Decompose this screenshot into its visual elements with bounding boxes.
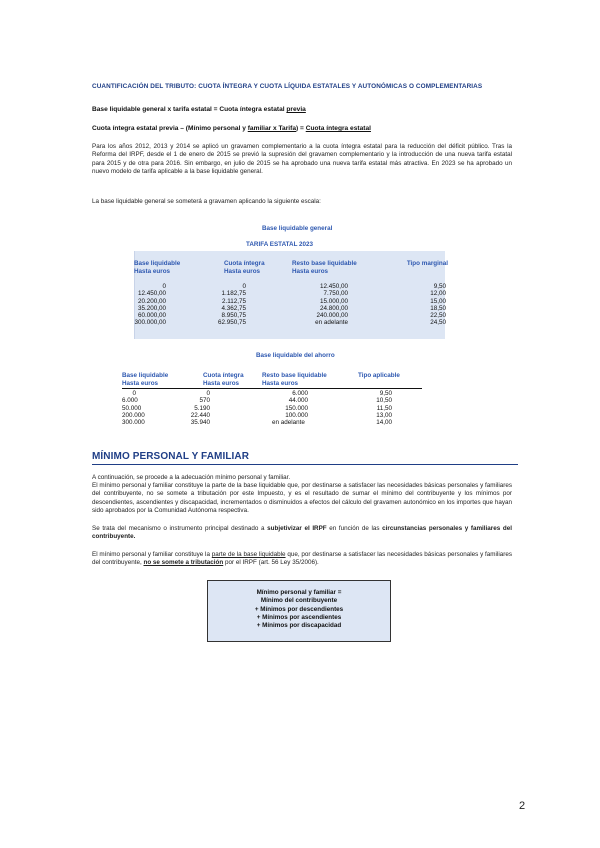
table-cell: 9,50 <box>379 390 392 397</box>
mpf-p4-text-c: que, por destinarse a satisfacer las necesidades básicas personales y familiares del contribuyente, <box>92 551 512 567</box>
minimo-summary-box <box>207 580 391 642</box>
table-cell: 60.000,00 <box>137 312 166 320</box>
mpf-p4-text-a: El mínimo personal y familiar constituye la <box>92 551 212 558</box>
table1-header-base: Base liquidable Hasta euros <box>134 260 181 275</box>
table-cell: 13,00 <box>376 411 392 419</box>
table-cell: 0 <box>162 283 166 290</box>
summary-line: + Mínimos por discapacidad <box>256 622 342 630</box>
mpf-p4-text-e: por el IRPF (art. 56 Ley 35/2006). <box>223 559 319 567</box>
table-cell: 570 <box>199 397 210 405</box>
table-cell: 1.182,75 <box>221 290 246 298</box>
summary-line: + Mínimos por descendientes <box>254 605 344 613</box>
section-title: CUANTIFICACIÓN DEL TRIBUTO: CUOTA ÍNTEGRA Y CUOTA LÍQUIDA ESTATALES Y AUTONÓMICAS O COMPLEMENTARIAS <box>92 83 483 90</box>
table-cell: 240.000,00 <box>316 312 348 320</box>
table2-header-rule <box>122 388 422 389</box>
formula-1 <box>92 106 306 113</box>
table-cell: 20.200,00 <box>137 297 166 305</box>
formula-2-text-c: ) = <box>296 125 306 132</box>
table-cell: 24,50 <box>430 319 446 327</box>
table2-caption: Base liquidable del ahorro <box>256 352 335 359</box>
table-cell: 5.190 <box>194 404 210 412</box>
formula-1-text: Base liquidable general x tarifa estatal = Cuota íntegra estatal <box>92 106 287 113</box>
paragraph-mpf-definition: El mínimo personal y familiar constituye la parte de la base liquidable que, por destinarse a satisfacer las necesidades básicas personales y familiares del contribuyente, no se somete a tributación por este Impuesto, y es el resultado de sumar el mínimo del contribuyente y los mínimos por descendientes, ascendientes y discapacidad, incrementados o disminuidos a efectos del cálculo del gravamen autonómico en los importes que hayan sido aprobados por la Comunidad Autónoma respectiva. <box>92 482 512 514</box>
table-cell: 200.000 <box>122 411 145 419</box>
section-heading-minimo: MÍNIMO PERSONAL Y FAMILIAR <box>92 451 250 462</box>
table-cell: 7.750,00 <box>323 290 348 298</box>
mpf-p3-text-a: Se trata del mecanismo o instrumento principal destinado a <box>92 525 268 532</box>
table-cell: 300.000 <box>122 419 145 427</box>
table-cell: 22,50 <box>430 312 446 320</box>
table-cell: 15.000,00 <box>319 297 348 305</box>
table-cell: 44.000 <box>288 397 308 405</box>
table2-header-resto: Resto base liquidable Hasta euros <box>262 372 327 387</box>
table-cell: 100.000 <box>285 411 308 419</box>
table2-header-tipo: Tipo aplicable <box>358 372 400 379</box>
table-cell: 11,50 <box>376 404 392 412</box>
paragraph-escala: La base liquidable general se someterá a gravamen aplicando la siguiente escala: <box>92 198 321 205</box>
formula-2-underlined-b: familiar x Tarifa <box>247 125 296 132</box>
table-cell: 6.000 <box>292 390 308 397</box>
table-cell: 12,00 <box>430 290 446 298</box>
table-cell: 300.000,00 <box>134 319 166 327</box>
formula-1-underlined: previa <box>286 106 306 113</box>
table-cell: 0 <box>132 390 136 397</box>
formula-2-text-a: Cuota íntegra estatal previa – (Mínimo personal y <box>92 125 248 132</box>
summary-line: + Mínimos por ascendientes <box>256 613 342 621</box>
mpf-p4-underlined-b: parte de la base liquidable <box>211 551 286 558</box>
summary-line: Mínimo personal y familiar = <box>256 589 342 596</box>
table-cell: 35.200,00 <box>137 304 166 312</box>
table-cell: 6.000 <box>122 397 138 405</box>
table-cell: 2.112,75 <box>221 297 246 305</box>
table2-header-cuota: Cuota íntegra Hasta euros <box>203 372 244 387</box>
table-cell: en adelante <box>315 319 348 327</box>
table-cell: 50.000 <box>122 404 142 412</box>
table-cell: 12.450,00 <box>319 283 348 290</box>
table1-caption: Base liquidable general <box>262 225 333 232</box>
paragraph-gravamen: Para los años 2012, 2013 y 2014 se aplicó un gravamen complementario a la cuota íntegra estatal para la reducción del déficit público. Tras la Reforma del IRPF, desde el 1 de enero de 2015 se previó la supresión del gravamen complementario y la introducción de una nueva tarifa estatal para 2015 y de otra para 2016. Sin embargo, en julio de 2015 se ha aprobado una nueva tarifa estatal más atractiva. En 2023 se ha aprobado un nuevo modelo de tarifa aplicable a la base liquidable general. <box>92 143 512 175</box>
mpf-p3-bold-b: subjetivizar el IRPF <box>267 525 327 532</box>
table-cell: 9,50 <box>433 283 446 290</box>
mpf-p3-text-c: en función de las <box>326 525 383 532</box>
paragraph-mpf-intro: A continuación, se procede a la adecuación mínimo personal y familiar. <box>92 474 291 481</box>
table-cell: 15,00 <box>430 297 446 305</box>
mpf-p3-bold-d: circunstancias personales y familiares del contribuyente. <box>92 525 512 541</box>
table2-header-base: Base liquidable Hasta euros <box>122 372 169 387</box>
paragraph-mpf-mechanism <box>92 525 512 542</box>
paragraph-mpf-constituye <box>92 551 512 568</box>
table-cell: 150.000 <box>285 404 308 412</box>
table-cell: 12.450,00 <box>137 290 166 298</box>
formula-2 <box>92 125 371 132</box>
table-cell: 0 <box>242 283 246 290</box>
formula-2-underlined-d: Cuota íntegra estatal <box>305 125 371 132</box>
table-cell: 35.940 <box>190 419 210 427</box>
table-cell: 24.800,00 <box>319 304 348 312</box>
table1-header-tipo: Tipo marginal <box>406 260 448 267</box>
table-cell: 8.950,75 <box>221 312 246 320</box>
mpf-p4-bold-underlined-d: no se somete a tributación <box>143 559 224 567</box>
table-cell: 62.950,75 <box>217 319 246 327</box>
table-cell: 14,00 <box>376 419 392 427</box>
table-cell: 10,50 <box>376 397 392 405</box>
table1-subtitle: TARIFA ESTATAL 2023 <box>246 241 314 248</box>
table1-header-resto: Resto base liquidable Hasta euros <box>292 260 357 275</box>
table-cell: en adelante <box>272 419 305 427</box>
page-number: 2 <box>519 800 526 812</box>
summary-line: Mínimo del contribuyente <box>260 597 338 605</box>
table-cell: 0 <box>206 390 210 397</box>
table-cell: 22.440 <box>190 411 210 419</box>
table-cell: 4.362,75 <box>221 304 246 312</box>
section-heading-rule <box>92 464 518 465</box>
table-cell: 18,50 <box>430 304 446 312</box>
table1-header-cuota: Cuota íntegra Hasta euros <box>224 260 265 275</box>
